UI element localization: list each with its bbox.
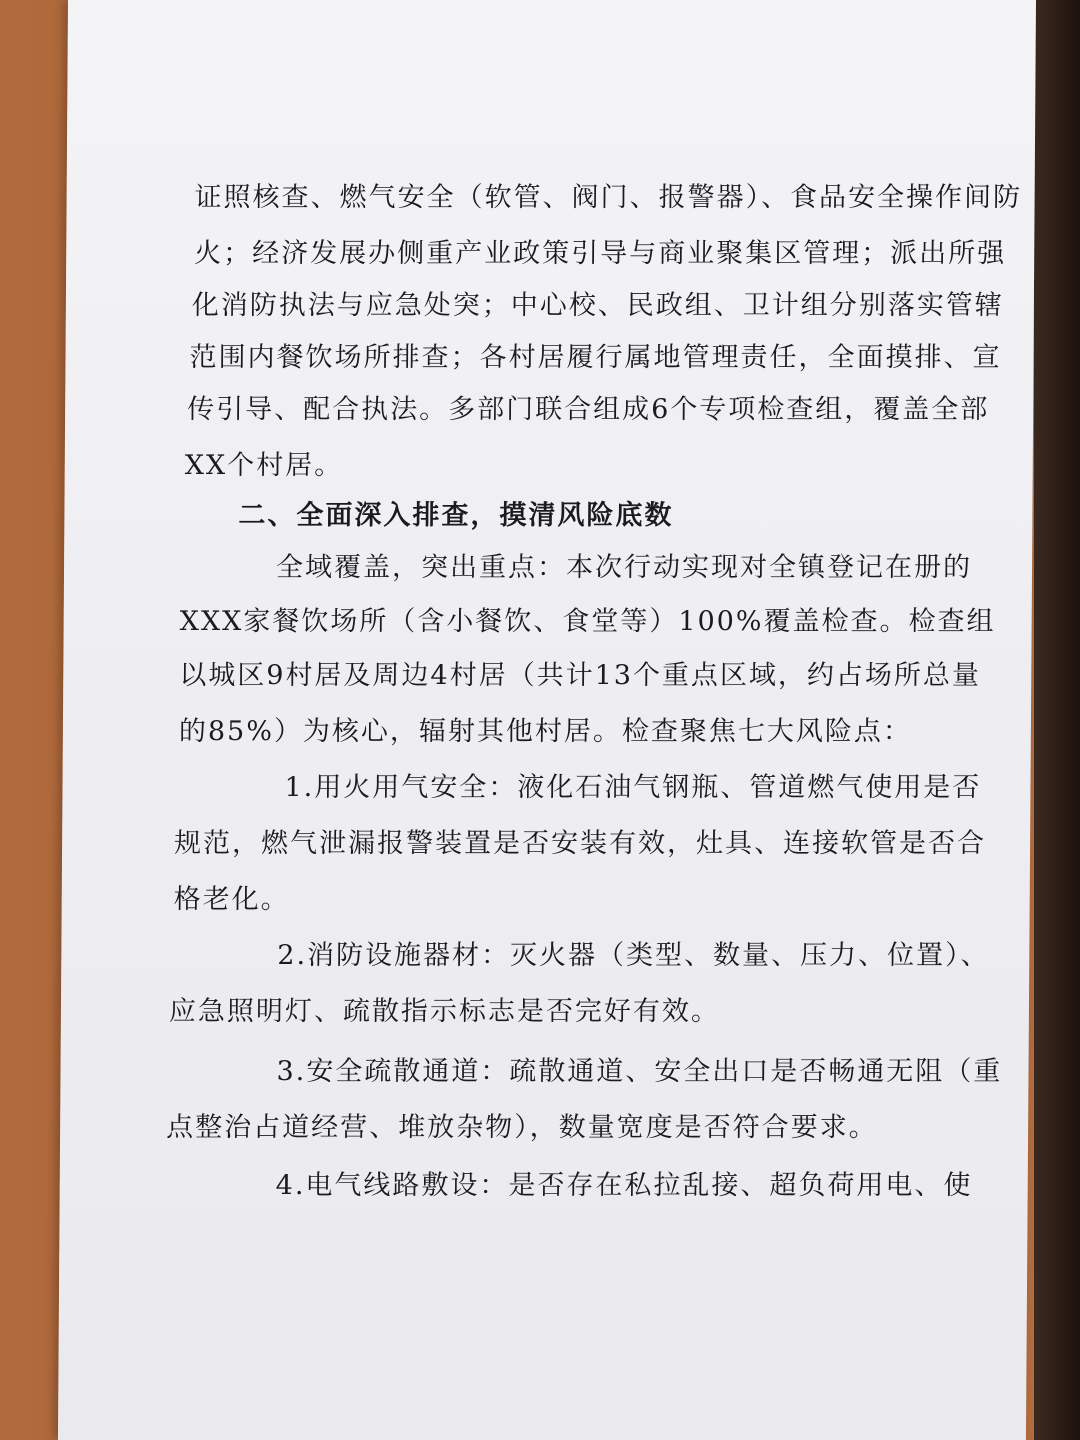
risk-item-2-line-2: 应急照明灯、疏散指示标志是否完好有效。: [168, 996, 721, 1027]
document-page: [58, 0, 1036, 1440]
body-line-8: XXX家餐饮场所（含小餐饮、食堂等）100%覆盖检查。检查组: [179, 606, 996, 637]
risk-item-1-line-2: 规范，燃气泄漏报警装置是否安装有效，灶具、连接软管是否合: [174, 828, 987, 859]
risk-item-2-line-1: 2.消防设施器材：灭火器（类型、数量、压力、位置）、: [277, 940, 990, 971]
risk-item-3-line-1: 3.安全疏散通道：疏散通道、安全出口是否畅通无阻（重: [276, 1056, 1003, 1087]
body-line-1: 证照核查、燃气安全（软管、阀门、报警器）、食品安全操作间防: [194, 182, 1023, 213]
section-heading: 二、全面深入排查，摸清风险底数: [238, 500, 674, 531]
body-line-6: XX个村居。: [184, 450, 344, 481]
body-line-2: 火；经济发展办侧重产业政策引导与商业聚集区管理；派出所强: [194, 238, 1007, 269]
body-line-10: 的85%）为核心，辐射其他村居。检查聚焦七大风险点：: [178, 716, 913, 747]
body-line-3: 化消防执法与应急处突；中心校、民政组、卫计组分别落实管辖: [191, 290, 1004, 321]
risk-item-1-line-1: 1.用火用气安全：液化石油气钢瓶、管道燃气使用是否: [284, 772, 982, 803]
binder-edge: [1034, 0, 1080, 1440]
risk-item-4-line-1: 4.电气线路敷设：是否存在私拉乱接、超负荷用电、使: [275, 1170, 973, 1201]
body-line-4: 范围内餐饮场所排查；各村居履行属地管理责任，全面摸排、宣: [189, 342, 1002, 373]
body-line-5: 传引导、配合执法。多部门联合组成6个专项检查组，覆盖全部: [187, 394, 990, 425]
body-line-9: 以城区9村居及周边4村居（共计13个重点区域，约占场所总量: [179, 660, 982, 691]
risk-item-3-line-2: 点整治占道经营、堆放杂物），数量宽度是否符合要求。: [166, 1112, 878, 1143]
body-line-7: 全域覆盖，突出重点：本次行动实现对全镇登记在册的: [275, 552, 973, 583]
risk-item-1-line-3: 格老化。: [173, 884, 290, 915]
